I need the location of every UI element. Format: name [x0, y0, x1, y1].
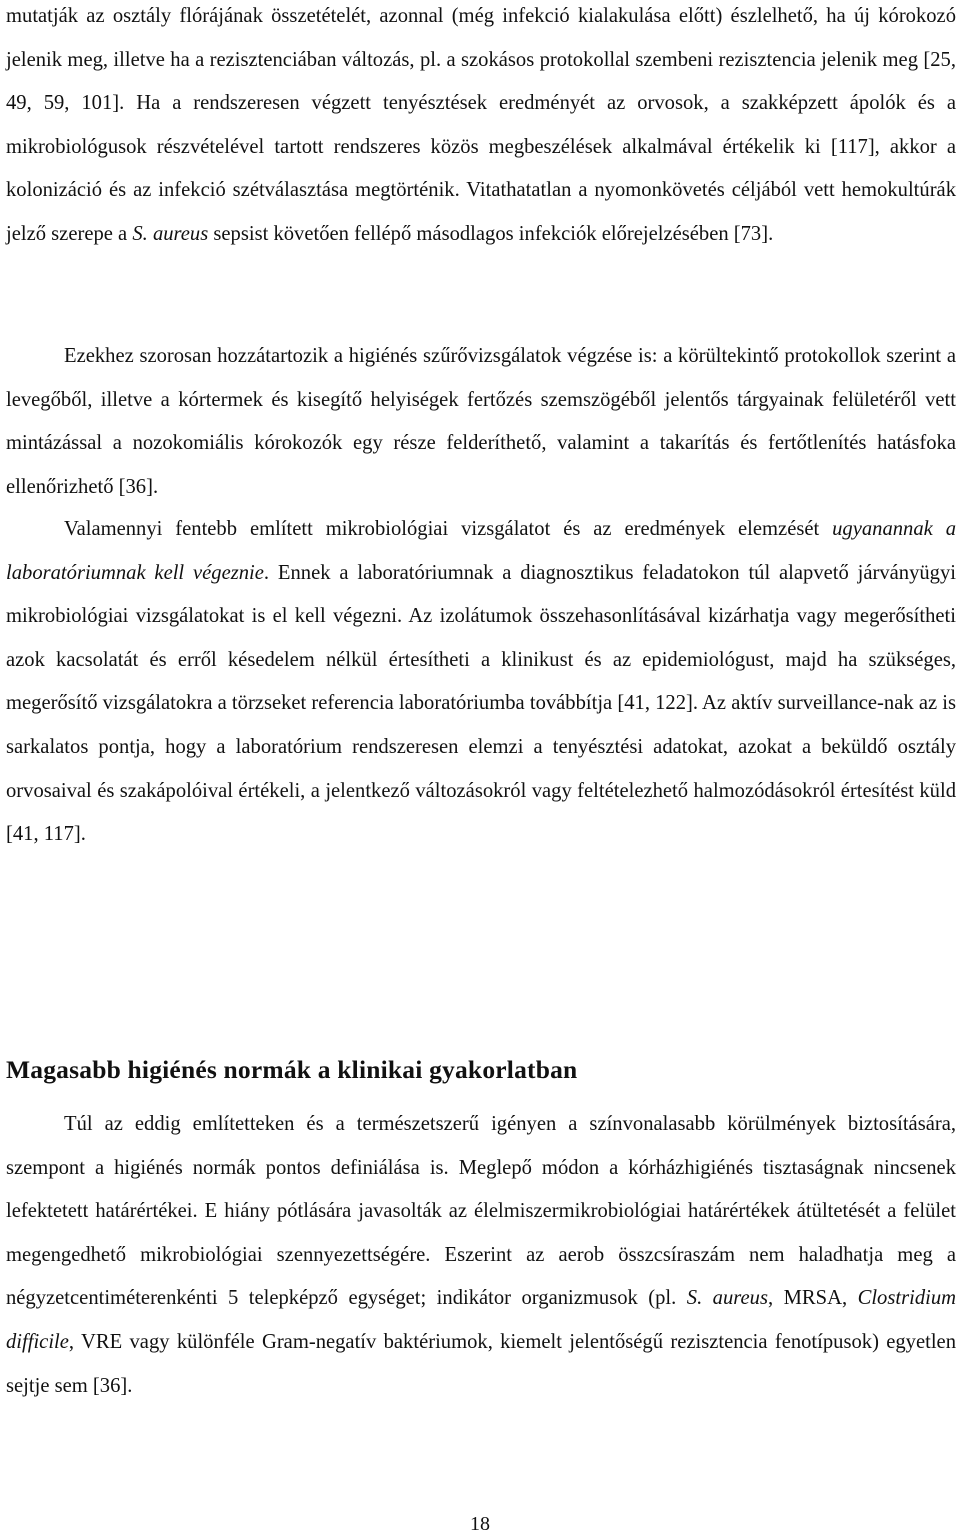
italic-species-name: S. aureus: [132, 222, 209, 245]
section-heading: Magasabb higiénés normák a klinikai gyakorlatban: [6, 1055, 578, 1084]
text-segment: , VRE vagy különféle Gram-negatív baktériumok, kiemelt jelentőségű rezisztencia fenotípusok) egyetlen sejtje sem [36].: [6, 1330, 956, 1397]
text-segment: mutatják az osztály flórájának összetételét, azonnal (még infekció kialakulása előtt) észlelhető, ha új kórokozó jelenik meg, illetve ha a rezisztenciában változás, pl. a szokásos protokollal szembeni rezisztencia jelenik meg [25, 49, 59, 101]. Ha a rendszeresen végzett tenyésztések eredményét az orvosok, a szakképzett ápolók és a mikrobiológusok részvételével tartott rendszeres közös megbeszélések alkalmával értékelik ki [117], akkor a kolonizáció és az infekció szétválasztása megtörténik. Vitathatatlan a nyomonkövetés céljából vett hemokultúrák jelző szerepe a: [6, 5, 956, 245]
text-segment: , MRSA,: [767, 1287, 858, 1310]
text-segment: . Ennek a laboratóriumnak a diagnosztikus feladatokon túl alapvető járványügyi mikrobiológiai vizsgálatokat is el kell végezni. Az izolátumok összehasonlításával kizárhatja vagy megerősítheti azok kacsolatát és erről késedelem nélkül értesítheti a klinikust és az epidemiológust, majd ha szükséges, megerősítő vizsgálatokra a törzseket referencia laboratóriumba továbbítja [41, 122]. Az aktív surveillance-nak az is sarkalatos pontja, hogy a laboratórium rendszeresen elemzi a tenyésztési adatokat, azokat a beküldő osztály orvosaival és szakápolóival értékeli, a jelentkező változásokról vagy feltételezhető halmozódásokról értesítést küld [41, 117].: [6, 561, 956, 846]
text-segment: Túl az eddig említetteken és a természetszerű igényen a színvonalasabb körülmények biztosítására, szempont a higiénés normák pontos definiálása is. Meglepő módon a kórházhigiénés tisztaságnak nincsenek lefektetett határértékei. E hiány pótlására javasolták az élelmiszermikrobiológiai határértékek átültetését a felület megengedhető mikrobiológiai szennyezettségére. Eszerint az aerob összcsíraszám nem haladhatja meg a négyzetcentiméterenkénti 5 telepképző egységet; indikátor organizmusok (pl.: [6, 1113, 956, 1310]
text-segment: Ezekhez szorosan hozzátartozik a higiénés szűrővizsgálatok végzése is: a körültekintő protokollok szerint a levegőből, illetve a kórtermek és kisegítő helyiségek fertőzés szemszögéből jelentős tárgyainak felületéről vett mintázással a nozokomiális kórokozók egy része felderíthető, valamint a takarítás és fertőtlenítés hatásfoka ellenőrizhető [36].: [6, 345, 956, 498]
paragraph-hygiene-norms: [6, 1103, 956, 1408]
page-number: 18: [470, 1513, 490, 1535]
italic-species-name: S. aureus: [686, 1287, 768, 1310]
text-segment: Valamennyi fentebb említett mikrobiológiai vizsgálatot és az eredmények elemzését: [64, 518, 833, 540]
paragraph-hygiene-screening: [6, 335, 956, 509]
paragraph-surveillance-continuation: [6, 0, 956, 257]
paragraph-laboratory-role: [6, 508, 956, 857]
italic-emphasis: ugyanannak a laboratóriumnak kell végeznie: [6, 518, 956, 584]
text-segment: sepsist követően fellépő másodlagos infekciók előrejelzésében [73].: [208, 222, 774, 245]
italic-species-name: Clostridium difficile: [6, 1287, 957, 1353]
